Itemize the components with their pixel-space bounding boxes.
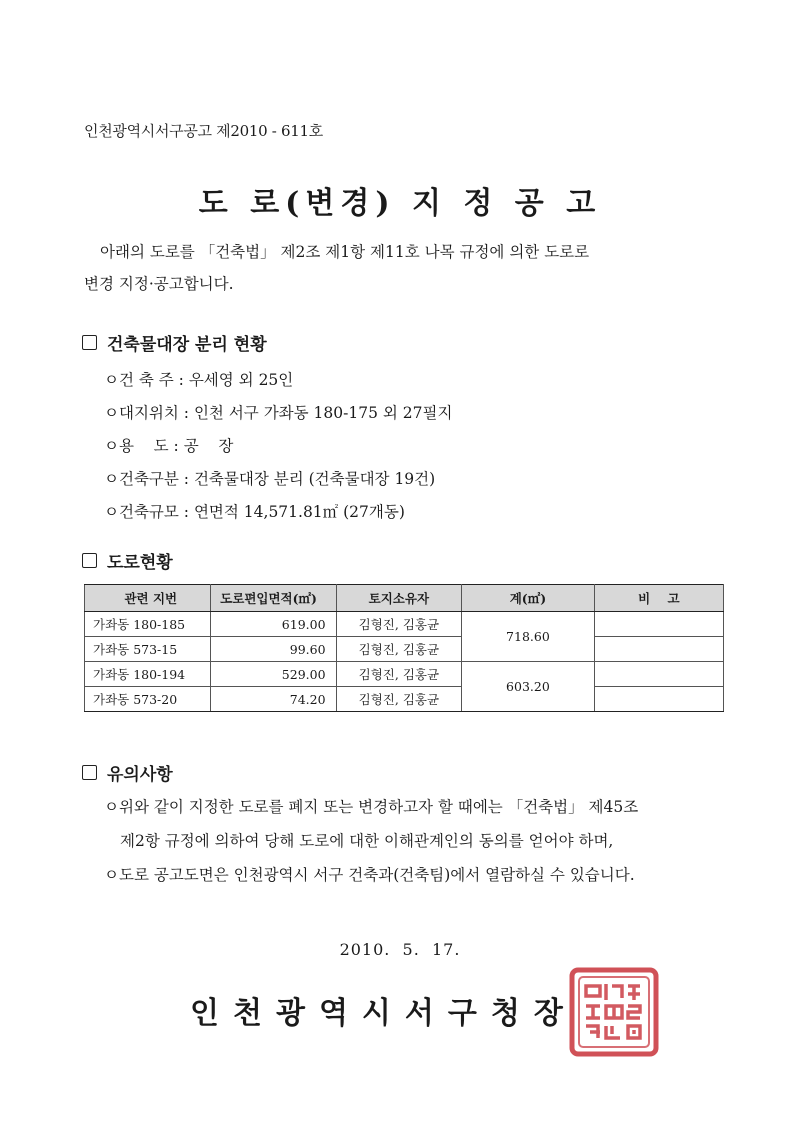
- owner-cell: 김형진, 김홍균: [336, 687, 462, 712]
- column-header: 토지소유자: [336, 585, 462, 612]
- checkbox-square-icon: [82, 765, 97, 780]
- checkbox-square-icon: [82, 335, 97, 350]
- official-seal-stamp: [566, 964, 662, 1060]
- intro-line-1: 아래의 도로를 「건축법」 제2조 제1항 제11호 나목 규정에 의한 도로로: [100, 243, 590, 261]
- section-notes-heading: [82, 760, 173, 785]
- intro-paragraph: [84, 236, 734, 300]
- lot-cell: 가좌동 180-194: [85, 662, 211, 687]
- list-item: ㅇ대지위치 : 인천 서구 가좌동 180-175 외 27필지: [104, 404, 453, 422]
- list-item: ㅇ용 도 : 공 장: [104, 437, 234, 455]
- intro-line-2: 변경 지정·공고합니다.: [84, 275, 234, 293]
- table-row: [85, 612, 724, 637]
- column-header: 관련 지번: [85, 585, 211, 612]
- note-cell: [594, 687, 723, 712]
- total-cell: 603.20: [462, 662, 595, 712]
- document-title: 도 로(변경) 지 정 공 고: [198, 186, 602, 221]
- building-info-list: [104, 364, 452, 529]
- area-cell: 99.60: [210, 637, 336, 662]
- table-row: [85, 662, 724, 687]
- section-heading-label: 유의사항: [107, 765, 173, 785]
- list-item: ㅇ건축구분 : 건축물대장 분리 (건축물대장 19건): [104, 470, 436, 488]
- notes-list: [104, 790, 744, 892]
- note-cell: [594, 662, 723, 687]
- road-status-table-wrap: [84, 584, 724, 712]
- road-status-table: [84, 584, 724, 712]
- column-header: 도로편입면적(㎡): [210, 585, 336, 612]
- owner-cell: 김형진, 김홍균: [336, 612, 462, 637]
- table-row: [85, 687, 724, 712]
- area-cell: 74.20: [210, 687, 336, 712]
- note-line: ㅇ위와 같이 지정한 도로를 폐지 또는 변경하고자 할 때에는 「건축법」 제45조: [104, 798, 639, 816]
- total-cell: 718.60: [462, 612, 595, 662]
- column-header: 계(㎡): [462, 585, 595, 612]
- section-building-register-heading: [82, 330, 267, 355]
- lot-cell: 가좌동 573-15: [85, 637, 211, 662]
- list-item: ㅇ건축규모 : 연면적 14,571.81㎡ (27개동): [104, 503, 405, 521]
- section-road-status-heading: [82, 548, 173, 573]
- issue-date: 2010. 5. 17.: [339, 940, 461, 959]
- lot-cell: 가좌동 180-185: [85, 612, 211, 637]
- issuer-name: 인천광역시서구청장: [190, 996, 577, 1031]
- note-line: 제2항 규정에 의하여 당해 도로에 대한 이해관계인의 동의를 얻어야 하며,: [120, 832, 614, 850]
- section-heading-label: 건축물대장 분리 현황: [107, 335, 267, 355]
- note-cell: [594, 637, 723, 662]
- table-row: [85, 637, 724, 662]
- area-cell: 619.00: [210, 612, 336, 637]
- section-heading-label: 도로현황: [107, 553, 173, 573]
- lot-cell: 가좌동 573-20: [85, 687, 211, 712]
- note-cell: [594, 612, 723, 637]
- area-cell: 529.00: [210, 662, 336, 687]
- checkbox-square-icon: [82, 553, 97, 568]
- list-item: ㅇ건 축 주 : 우세영 외 25인: [104, 371, 294, 389]
- table-header-row: [85, 585, 724, 612]
- note-line: ㅇ도로 공고도면은 인천광역시 서구 건축과(건축팀)에서 열람하실 수 있습니다.: [104, 866, 635, 884]
- owner-cell: 김형진, 김홍균: [336, 662, 462, 687]
- column-header: 비 고: [594, 585, 723, 612]
- notice-number: 인천광역시서구공고 제2010 - 611호: [84, 122, 323, 140]
- owner-cell: 김형진, 김홍균: [336, 637, 462, 662]
